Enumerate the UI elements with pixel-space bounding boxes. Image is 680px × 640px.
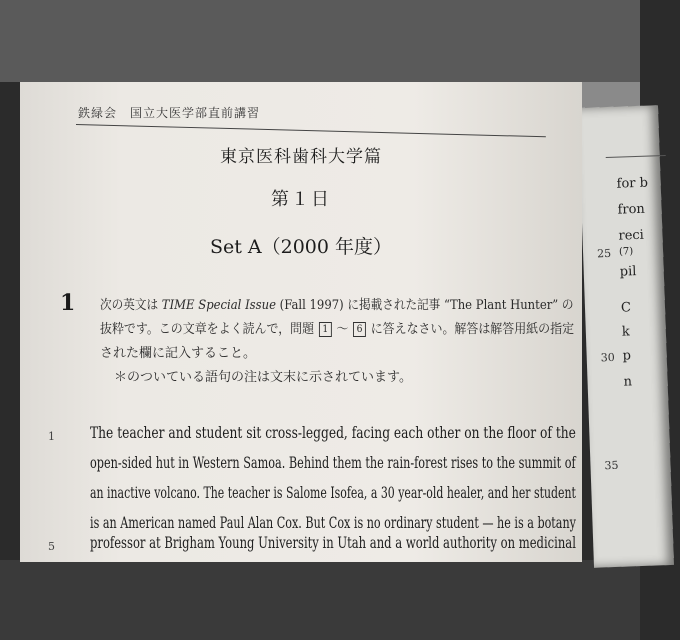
passage-line: professor at Brigham Young University in Utah and a world authority on medicinal bbox=[90, 534, 576, 552]
footnote-note: ＊のついている語句の注は文末に示されています。 bbox=[114, 370, 412, 385]
right-page bbox=[578, 105, 674, 568]
day-title: 第１日 bbox=[271, 189, 331, 210]
passage-line: is an American named Paul Alan Cox. But Cox is no ordinary student — he is a botany bbox=[90, 514, 576, 532]
right-page-fragment: (7) bbox=[618, 246, 634, 258]
school-title: 東京医科歯科大学篇 bbox=[220, 147, 382, 167]
set-title: Set A（2000 年度） bbox=[209, 236, 393, 258]
right-page-fragment: fron bbox=[617, 201, 646, 218]
right-page-fragment: n bbox=[623, 374, 633, 390]
page-header: 鉄緑会 国立大医学部直前講習 bbox=[78, 106, 261, 120]
background-bottom bbox=[0, 560, 640, 640]
right-page-rule bbox=[606, 155, 666, 158]
right-page-fragment: p bbox=[622, 348, 632, 364]
right-page-fragment: C bbox=[620, 300, 632, 316]
line-number: 1 bbox=[48, 430, 55, 443]
right-page-fragment: for b bbox=[616, 175, 649, 192]
instruction-line: 抜粋です。この文章をよく読んで，問題 1 ～ 6 に答えなさい。解答は解答用紙の指定 bbox=[100, 322, 575, 337]
header-rule bbox=[76, 124, 546, 137]
question-number: 1 bbox=[60, 290, 76, 316]
instruction-line: 次の英文は TIME Special Issue (Fall 1997) に掲載された記事 “The Plant Hunter” の bbox=[100, 298, 574, 313]
passage-line: an inactive volcano. The teacher is Salome Isofea, a 30 year-old healer, and her student bbox=[90, 484, 576, 502]
book-page bbox=[20, 82, 582, 562]
right-page-fragment: pil bbox=[619, 264, 637, 280]
right-page-fragment: k bbox=[621, 324, 630, 340]
background-top bbox=[0, 0, 640, 82]
right-page-fragment: reci bbox=[618, 227, 645, 244]
passage-line: open-sided hut in Western Samoa. Behind them the rain-forest rises to the summit of bbox=[90, 454, 576, 472]
instruction-italic: TIME Special Issue bbox=[161, 298, 276, 313]
question-box: 1 bbox=[319, 322, 332, 337]
instruction-line: された欄に記入すること。 bbox=[100, 346, 257, 361]
right-page-line-number: 30 bbox=[600, 350, 615, 365]
passage-line: The teacher and student sit cross-legged, facing each other on the floor of the bbox=[90, 424, 576, 442]
question-box: 6 bbox=[353, 322, 366, 337]
right-page-line-number: 25 bbox=[596, 246, 612, 261]
line-number: 5 bbox=[48, 540, 55, 553]
right-page-line-number: 35 bbox=[604, 458, 619, 473]
